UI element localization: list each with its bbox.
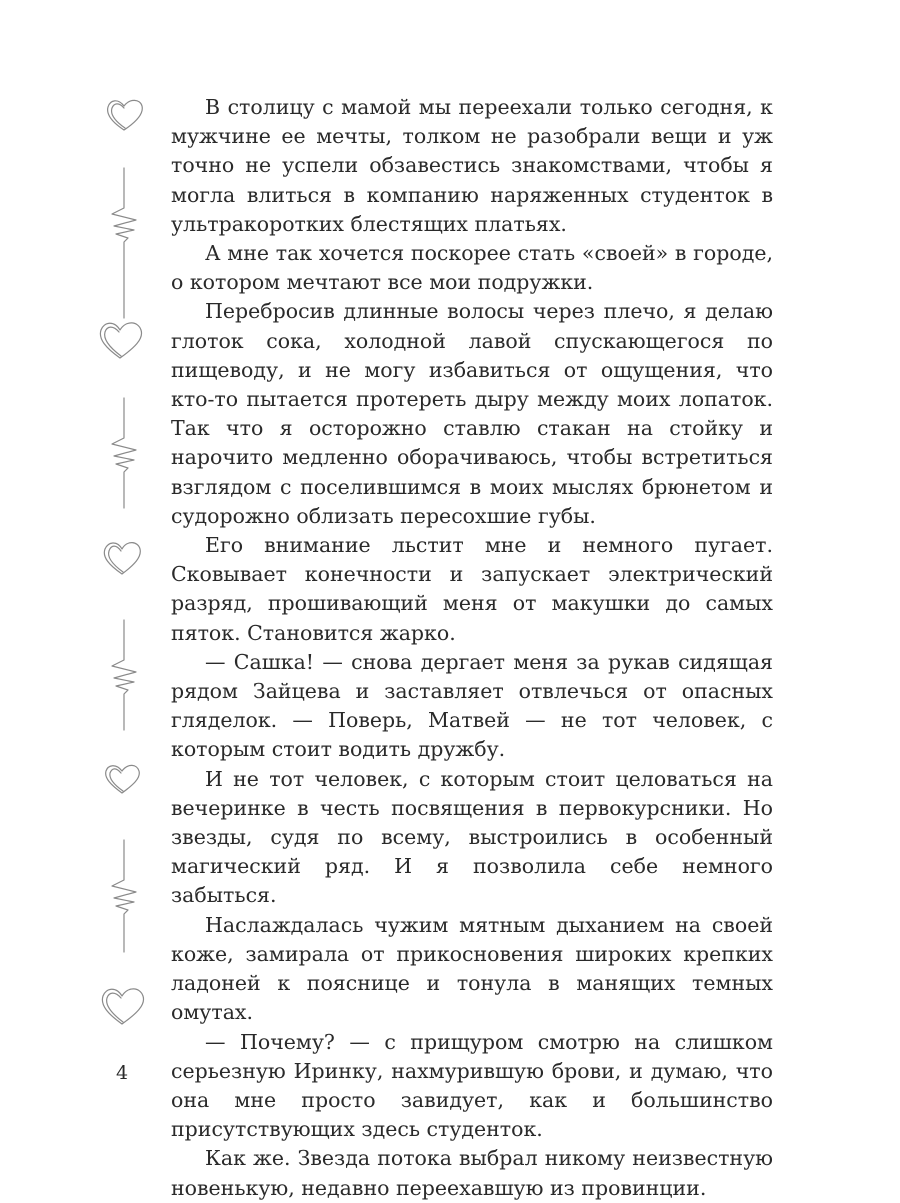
paragraph: И не тот человек, с которым стоит целоваться на вечеринке в честь посвящения в первокурсники. Но звезды, судя по всему, выстроились в особенный магический ряд. И я позволила себе немного забыться. xyxy=(171,766,773,908)
heartbeat-line-icon xyxy=(112,398,136,508)
body-text xyxy=(171,93,773,1203)
paragraph: В столицу с мамой мы переехали только сегодня, к мужчине ее мечты, толком не разобрали вещи и уж точно не успели обзавестись знакомствами, чтобы я могла влиться в компанию наряженных студенток в ультракоротких блестящих платьях. xyxy=(171,95,773,236)
heart-icon xyxy=(106,765,140,793)
heart-icon xyxy=(104,543,140,574)
margin-ornament xyxy=(88,88,160,1038)
heart-icon xyxy=(100,323,141,358)
paragraph: — Сашка! — снова дергает меня за рукав сидящая рядом Зайцева и заставляет отвлечься от опасных гляделок. — Поверь, Матвей — не тот человек, с которым стоит водить дружбу. xyxy=(171,649,773,762)
heartbeat-line-icon xyxy=(112,168,136,318)
heartbeat-line-icon xyxy=(112,840,136,952)
heartbeat-line-icon xyxy=(112,620,136,730)
paragraph: А мне так хочется поскорее стать «своей» в городе, о котором мечтают все мои подружки. xyxy=(171,241,773,295)
paragraph: Перебросив длинные волосы через плечо, я делаю глоток сока, холодной лавой спускающегося по пищеводу, и не могу избавиться от ощущения, что кто-то пытается протереть дыру между моих лопаток. Так что я осторожно ставлю стакан на стойку и нарочито медленно оборачиваюсь, чтобы встретиться взглядом с поселившимся в моих мыслях брюнетом и судорожно облизать пересохшие губы. xyxy=(171,299,773,528)
page-number: 4 xyxy=(116,1062,129,1084)
heart-icon xyxy=(102,989,143,1024)
paragraph: Как же. Звезда потока выбрал никому неизвестную новенькую, недавно переехавшую из провинции. xyxy=(171,1146,773,1200)
paragraph: — Почему? — с прищуром смотрю на слишком серьезную Иринку, нахмурившую брови, и думаю, что она мне просто завидует, как и большинство присутствующих здесь студенток. xyxy=(171,1029,773,1142)
paragraph: Его внимание льстит мне и немного пугает. Сковывает конечности и запускает электрический разряд, прошивающий меня от макушки до самых пяток. Становится жарко. xyxy=(171,533,773,645)
heart-icon xyxy=(108,100,143,130)
paragraph: Наслаждалась чужим мятным дыханием на своей коже, замирала от прикосновения широких крепких ладоней к пояснице и тонула в манящих темных омутах. xyxy=(171,912,773,1025)
